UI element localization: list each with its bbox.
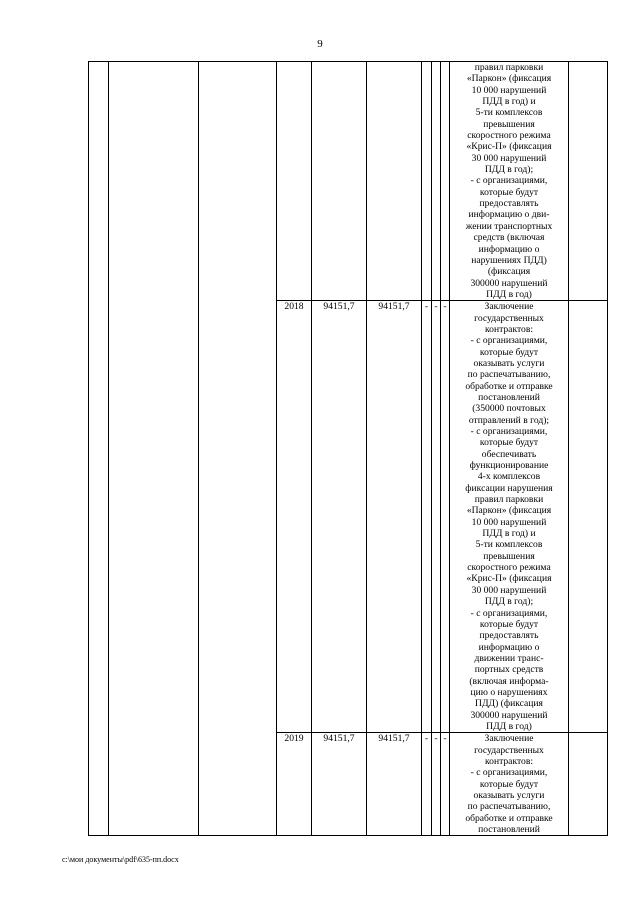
description-line: 300000 нарушений	[470, 709, 548, 721]
description-line: жении транспортных	[465, 220, 553, 232]
description-line: - с организациями,	[470, 335, 548, 347]
cell-source-1	[422, 62, 432, 301]
description-line: Заключение	[484, 301, 534, 313]
description-line: ПДД в год) и	[482, 96, 536, 108]
cell-year	[277, 62, 312, 301]
cell-total-amount: 94151,7	[312, 733, 367, 836]
description-line: (фиксация	[487, 266, 531, 278]
description-line: по распечатыванию,	[467, 369, 551, 381]
cell-total-amount	[312, 62, 367, 301]
description-line: портных средств	[474, 664, 544, 676]
description-line: информацию о дви-	[468, 209, 550, 221]
cell-year: 2018	[277, 301, 312, 733]
description-line: правил парковки	[474, 62, 544, 73]
cell-budget-amount: 94151,7	[367, 733, 422, 836]
cell-year: 2019	[277, 733, 312, 836]
description-line: превышения	[483, 550, 535, 562]
description-line: оказывать услуги	[473, 790, 545, 801]
description-line: предоставлять	[479, 630, 539, 642]
cell-source-1: -	[422, 301, 432, 733]
description-line: средств (включая	[473, 232, 545, 244]
description-line: 4-х комплексов	[477, 471, 541, 483]
budget-table	[88, 61, 608, 836]
description-line: которые будут	[479, 778, 539, 790]
description-line: - с организациями,	[470, 767, 548, 779]
description-line: - с организациями,	[470, 426, 548, 437]
description-line: - с организациями,	[470, 175, 548, 187]
description-line: ПДД в год)	[486, 720, 532, 732]
cell-description	[450, 301, 569, 733]
cell-description	[450, 733, 569, 836]
description-line: которые будут	[479, 186, 539, 198]
description-line: оказывать услуги	[473, 357, 545, 369]
description-line: обработке и отправке	[465, 812, 553, 824]
cell-source-3: -	[441, 733, 450, 836]
description-line: «Паркон» (фиксация	[466, 73, 552, 85]
table-row	[89, 62, 608, 301]
description-line: цию о нарушениях	[470, 686, 548, 698]
table-body	[89, 62, 608, 836]
description-line: скоростного режима	[467, 130, 551, 142]
description-line: которые будут	[479, 437, 539, 449]
description-line: контрактов:	[484, 755, 534, 767]
description-line: «Крис-П» (фиксация	[466, 141, 552, 153]
page-number: 9	[317, 38, 323, 50]
description-line: превышения	[483, 118, 535, 130]
description-line: движении транс-	[474, 652, 544, 664]
description-line: скоростного режима	[467, 562, 551, 574]
description-line: обработке и отправке	[465, 380, 553, 392]
description-line: ПДД в год);	[484, 164, 534, 176]
description-line: ПДД в год)	[486, 288, 532, 300]
description-line: которые будут	[479, 346, 539, 358]
description-line: правил парковки	[474, 494, 544, 506]
description-line: «Крис-П» (фиксация	[466, 573, 552, 585]
description-line: фиксации нарушения	[465, 482, 553, 494]
description-line: информацию о	[478, 641, 540, 653]
cell-source-1: -	[422, 733, 432, 836]
description-line: постановлений	[478, 824, 540, 836]
description-line: Заключение	[484, 733, 534, 745]
description-line: ПДД в год);	[484, 596, 534, 608]
cell-source-2	[432, 62, 441, 301]
description-line: 5-ти комплексов	[475, 107, 543, 119]
description-line: 300000 нарушений	[470, 277, 548, 289]
description-line: обеспечивать	[481, 448, 537, 460]
description-line: отправлений в год);	[468, 414, 550, 426]
cell-result	[569, 301, 608, 733]
description-line: постановлений	[478, 391, 540, 403]
cell-budget-amount: 94151,7	[367, 301, 422, 733]
description-line: 5-ти комплексов	[475, 539, 543, 551]
description-line: которые будут	[479, 618, 539, 630]
description-line: 30 000 нарушений	[471, 584, 547, 596]
description-line: 10 000 нарушений	[471, 516, 547, 528]
description-line: по распечатыванию,	[467, 801, 551, 813]
description-line: (350000 почтовых	[472, 403, 546, 415]
cell-col-number	[89, 62, 109, 836]
cell-source-2: -	[432, 733, 441, 836]
footer-file-path: c:\мои документы\pdf\635-пп.docx	[62, 855, 179, 864]
cell-total-amount: 94151,7	[312, 301, 367, 733]
description-line: предоставлять	[479, 198, 539, 210]
description-line: 10 000 нарушений	[471, 84, 547, 96]
description-line: - с организациями,	[470, 607, 548, 619]
cell-description	[450, 62, 569, 301]
description-line: нарушениях ПДД)	[471, 254, 547, 266]
description-line: информацию о	[478, 243, 540, 255]
description-line: государственных	[474, 744, 544, 756]
description-line: «Паркон» (фиксация	[466, 505, 552, 517]
cell-col-name	[109, 62, 199, 836]
description-line: ПДД в год) и	[482, 528, 536, 540]
description-line: (включая информа-	[469, 675, 549, 687]
cell-result	[569, 62, 608, 301]
cell-source-3	[441, 62, 450, 301]
description-line: 30 000 нарушений	[471, 152, 547, 164]
description-line: ПДД) (фиксация	[475, 698, 543, 710]
description-line: государственных	[474, 312, 544, 324]
cell-source-2: -	[432, 301, 441, 733]
cell-source-3: -	[441, 301, 450, 733]
cell-result	[569, 733, 608, 836]
description-line: контрактов:	[484, 323, 534, 335]
cell-col-executor	[199, 62, 277, 836]
description-line: функционирование	[469, 460, 549, 472]
cell-budget-amount	[367, 62, 422, 301]
